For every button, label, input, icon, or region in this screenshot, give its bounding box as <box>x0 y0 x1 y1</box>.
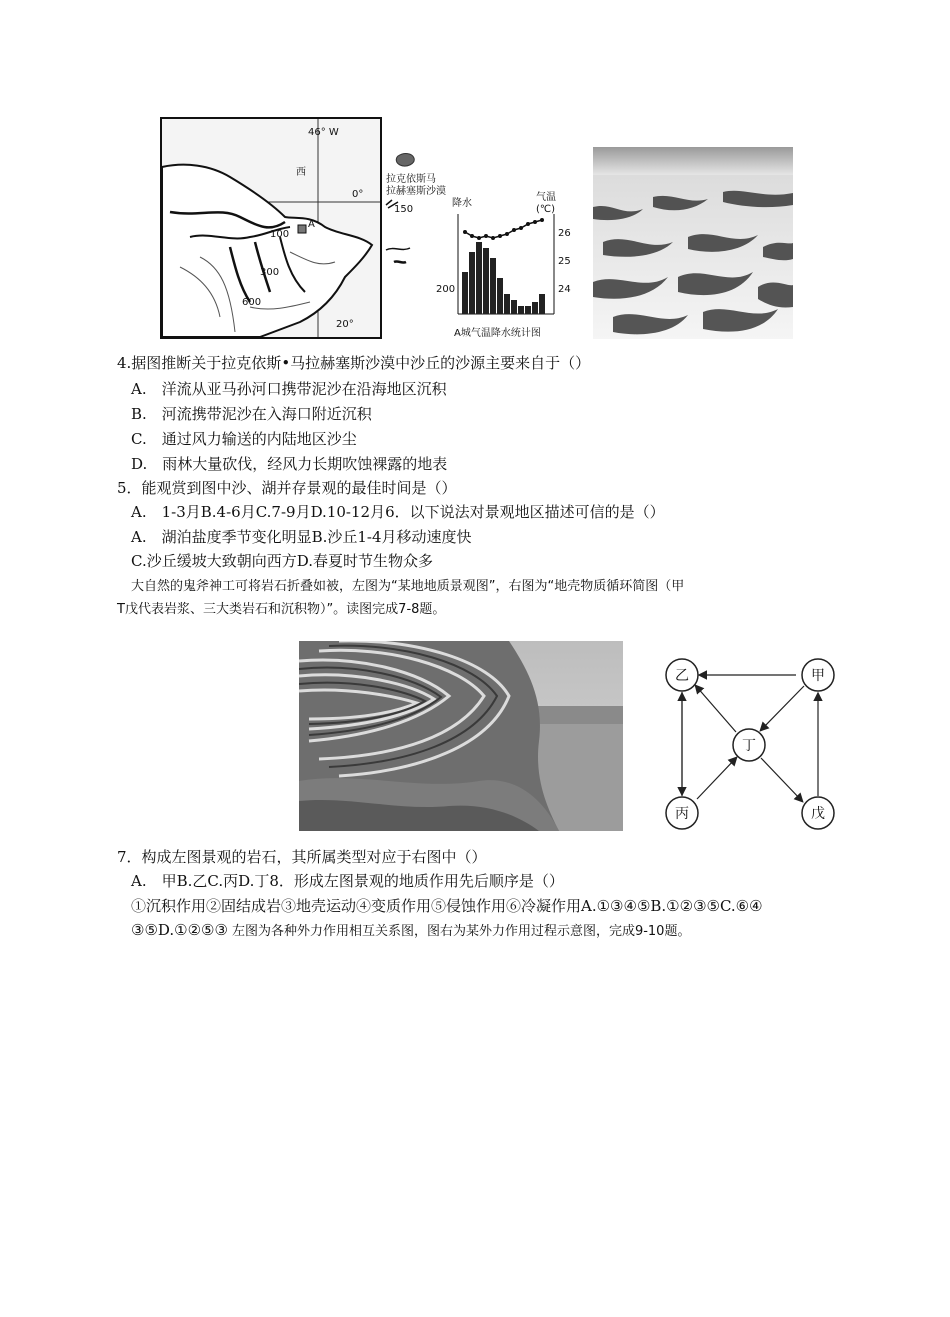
precip-bar <box>504 294 510 314</box>
question-7-8-options-line[interactable]: A. 甲B.乙C.丙D.丁8．形成左图景观的地质作用先后顺序是（） <box>131 872 564 890</box>
question-4-option-d[interactable]: D. 雨林大量砍伐，经风力长期吹蚀裸露的地表 <box>131 455 448 473</box>
question-5-stem: 5．能观赏到图中沙、湖并存景观的最佳时间是（） <box>117 479 457 497</box>
question-8-options-tail[interactable] <box>131 920 690 942</box>
precip-bar <box>539 294 545 314</box>
precip-bar <box>525 306 531 314</box>
question-4-option-c[interactable]: C. 通过风力输送的内陆地区沙尘 <box>131 430 357 448</box>
precip-tick-200: 200 <box>436 284 456 295</box>
node-bing <box>666 797 698 829</box>
temp-point <box>484 234 488 238</box>
intro-9-10: 左图为各种外力作用相互关系图，图右为某外力作用过程示意图，完成9-10题。 <box>231 924 691 939</box>
partial-contour-label: 100 <box>270 229 290 240</box>
question-5-options-line[interactable]: A. 1-3月B.4-6月C.7-9月D.10-12月6．以下说法对景观地区描述可信的是（） <box>131 503 665 521</box>
intro-7-8-line2: T戊代表岩浆、三大类岩石和沉积物）”。读图完成7-8题。 <box>117 602 446 617</box>
precip-bars <box>462 242 545 314</box>
longitude-label: 46° W <box>308 127 339 138</box>
temp-point <box>470 234 474 238</box>
temp-point <box>526 222 530 226</box>
folded-rock-photo <box>299 641 623 831</box>
point-a-label: A <box>308 219 315 230</box>
node-bing-label: 丙 <box>675 806 689 822</box>
node-wu <box>802 797 834 829</box>
region-label: 西 <box>296 167 306 178</box>
node-yi <box>666 659 698 691</box>
precip-axis-label: 降水 <box>452 198 472 209</box>
question-6-options-line1[interactable]: A. 湖泊盐度季节变化明显B.沙丘1-4月移动速度快 <box>131 528 472 546</box>
precip-bar <box>518 306 524 314</box>
desert-name-line2: 拉赫塞斯沙漠 <box>386 186 446 197</box>
question-4-option-a[interactable]: A. 洋流从亚马孙河口携带泥沙在沿海地区沉积 <box>131 380 447 398</box>
node-jia <box>802 659 834 691</box>
temp-axis-label: 气温 <box>536 192 556 203</box>
question-6-options-line2[interactable]: C.沙丘缓坡大致朝向西方D.春夏时节生物众多 <box>131 552 433 570</box>
sand-dune-photo <box>593 147 793 339</box>
temp-point <box>491 236 495 240</box>
temp-line <box>465 220 542 238</box>
desert-name-line1: 拉克依斯马 <box>386 174 436 185</box>
node-yi-label: 乙 <box>675 668 689 684</box>
node-wu-label: 戊 <box>811 806 825 822</box>
rock-cycle-diagram <box>660 656 840 834</box>
temp-point <box>505 232 509 236</box>
question-8-options-line[interactable]: ①沉积作用②固结成岩③地壳运动④变质作用⑤侵蚀作用⑥冷凝作用A.①③④⑤B.①②③⑤C.⑥④ <box>131 897 763 915</box>
precip-bar <box>462 272 468 314</box>
question-4-stem: 4.据图推断关于拉克依斯•马拉赫塞斯沙漠中沙丘的沙源主要来自于（） <box>117 354 591 372</box>
question-7-stem: 7．构成左图景观的岩石，其所属类型对应于右图中（） <box>117 848 487 866</box>
temp-tick-25: 25 <box>558 256 571 267</box>
temp-tick-24: 24 <box>558 284 571 295</box>
precip-bar <box>476 242 482 314</box>
question-4-option-b[interactable]: B. 河流携带泥沙在入海口附近沉积 <box>131 405 372 423</box>
temp-point <box>477 236 481 240</box>
precip-bar <box>490 258 496 314</box>
temp-point <box>519 226 523 230</box>
precip-bar <box>469 252 475 314</box>
question-8-options-end: ③⑤D.①②⑤③ <box>131 921 228 939</box>
temp-unit-label: (℃) <box>536 204 556 215</box>
latitude-0-label: 0° <box>352 189 364 200</box>
latitude-20-label: 20° <box>336 319 354 330</box>
temp-point <box>463 230 467 234</box>
precip-partial-tick: 150 <box>394 204 414 215</box>
temp-tick-26: 26 <box>558 228 571 239</box>
intro-7-8-line1: 大自然的鬼斧神工可将岩石折叠如被，左图为“某地地质景观图”，右图为“地壳物质循环简图（甲 <box>131 579 685 594</box>
temp-point <box>498 234 502 238</box>
temp-point <box>533 220 537 224</box>
precip-bar <box>532 302 538 314</box>
temp-point <box>512 228 516 232</box>
climate-chart <box>436 190 586 340</box>
precip-bar <box>511 300 517 314</box>
contour-300-label: 300 <box>260 267 280 278</box>
precip-bar <box>497 278 503 314</box>
map-figure <box>160 117 382 339</box>
contour-600-label: 600 <box>242 297 262 308</box>
climate-chart-caption: A城气温降水统计图 <box>454 328 541 339</box>
node-ding <box>733 729 765 761</box>
temp-point <box>540 218 544 222</box>
precip-bar <box>483 248 489 314</box>
node-jia-label: 甲 <box>811 668 825 684</box>
node-ding-label: 丁 <box>742 738 756 754</box>
